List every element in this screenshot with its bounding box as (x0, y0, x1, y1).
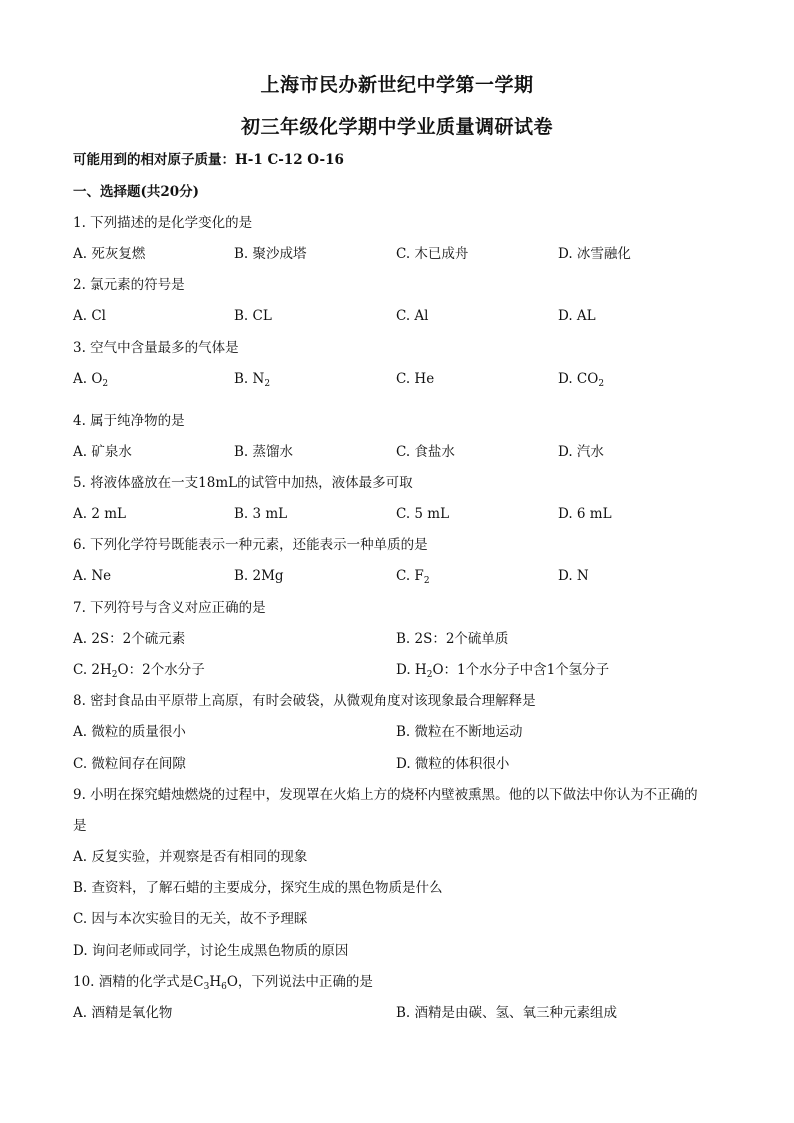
question-8-option-d: D. 微粒的体积很小 (396, 756, 510, 772)
question-7-option-c: C. $2H_2O$：2个水分子 (73, 662, 205, 680)
question-2-option-c: C. Al (396, 308, 429, 324)
question-10-option-b: B. 酒精是由碳、氢、氧三种元素组成 (396, 1005, 618, 1021)
question-5-option-d: D. 6 mL (558, 506, 612, 522)
section-heading: 一、选择题(共20分) (73, 184, 200, 200)
question-2-option-d: D. AL (558, 308, 596, 324)
question-6-option-c: C. $F_2$ (396, 568, 430, 586)
question-3-option-c: C. He (396, 371, 435, 387)
question-9-option-a: A. 反复实验，并观察是否有相同的现象 (73, 849, 308, 865)
question-4-stem: 4. 属于纯净物的是 (73, 413, 185, 429)
question-6-option-a: A. Ne (73, 568, 112, 584)
question-8-option-a: A. 微粒的质量很小 (73, 724, 186, 740)
question-4-option-b: B. 蒸馏水 (234, 444, 294, 460)
question-7-option-a: A. 2S：2个硫元素 (73, 631, 186, 647)
question-5-option-b: B. 3 mL (234, 506, 288, 522)
question-1-option-a: A. 死灰复燃 (73, 246, 146, 262)
question-6-option-b: B. 2Mg (234, 568, 284, 584)
question-1-option-d: D. 冰雪融化 (558, 246, 631, 262)
question-3-option-a: A. $O_2$ (73, 371, 109, 389)
question-9-option-c: C. 因与本次实验目的无关，故不予理睬 (73, 911, 308, 927)
question-9-stem-line2: 是 (73, 818, 87, 834)
question-9-option-d: D. 询问老师或同学，讨论生成黑色物质的原因 (73, 943, 349, 959)
question-2-option-b: B. CL (234, 308, 272, 324)
question-7-stem: 7. 下列符号与含义对应正确的是 (73, 600, 266, 616)
question-7-option-b: B. 2S：2个硫单质 (396, 631, 509, 647)
question-2-stem: 2. 氯元素的符号是 (73, 277, 185, 293)
question-7-option-d: D. $H_2O$：1个水分子中含1个氢分子 (396, 662, 610, 680)
exam-title-line1: 上海市民办新世纪中学第一学期 (260, 74, 534, 96)
question-8-stem: 8. 密封食品由平原带上高原，有时会破袋，从微观角度对该现象最合理解释是 (73, 693, 536, 709)
question-8-option-c: C. 微粒间存在间隙 (73, 756, 186, 772)
question-3-option-d: D. $CO_2$ (558, 371, 605, 389)
question-3-option-b: B. $N_2$ (234, 371, 271, 389)
question-1-stem: 1. 下列描述的是化学变化的是 (73, 215, 253, 231)
atomic-masses-note: 可能用到的相对原子质量：H-1 C-12 O-16 (73, 152, 344, 168)
question-5-option-a: A. 2 mL (73, 506, 126, 522)
exam-title-line2: 初三年级化学期中学业质量调研试卷 (240, 116, 553, 138)
question-10-stem: 10. 酒精的化学式是$C_3H_6O$，下列说法中正确的是 (73, 974, 373, 992)
question-5-stem: 5. 将液体盛放在一支18mL的试管中加热，液体最多可取 (73, 475, 413, 491)
question-6-option-d: D. N (558, 568, 589, 584)
question-4-option-a: A. 矿泉水 (73, 444, 132, 460)
question-4-option-c: C. 食盐水 (396, 444, 455, 460)
question-6-stem: 6. 下列化学符号既能表示一种元素，还能表示一种单质的是 (73, 537, 428, 553)
question-2-option-a: A. Cl (73, 308, 106, 324)
question-9-stem-line1: 9. 小明在探究蜡烛燃烧的过程中，发现罩在火焰上方的烧杯内壁被熏黑。他的以下做法中你认为不正确的 (73, 787, 698, 803)
question-1-option-b: B. 聚沙成塔 (234, 246, 307, 262)
question-5-option-c: C. 5 mL (396, 506, 450, 522)
question-9-option-b: B. 查资料，了解石蜡的主要成分，探究生成的黑色物质是什么 (73, 880, 443, 896)
question-3-stem: 3. 空气中含量最多的气体是 (73, 340, 239, 356)
question-10-option-a: A. 酒精是氧化物 (73, 1005, 173, 1021)
question-8-option-b: B. 微粒在不断地运动 (396, 724, 523, 740)
question-1-option-c: C. 木已成舟 (396, 246, 469, 262)
question-4-option-d: D. 汽水 (558, 444, 604, 460)
